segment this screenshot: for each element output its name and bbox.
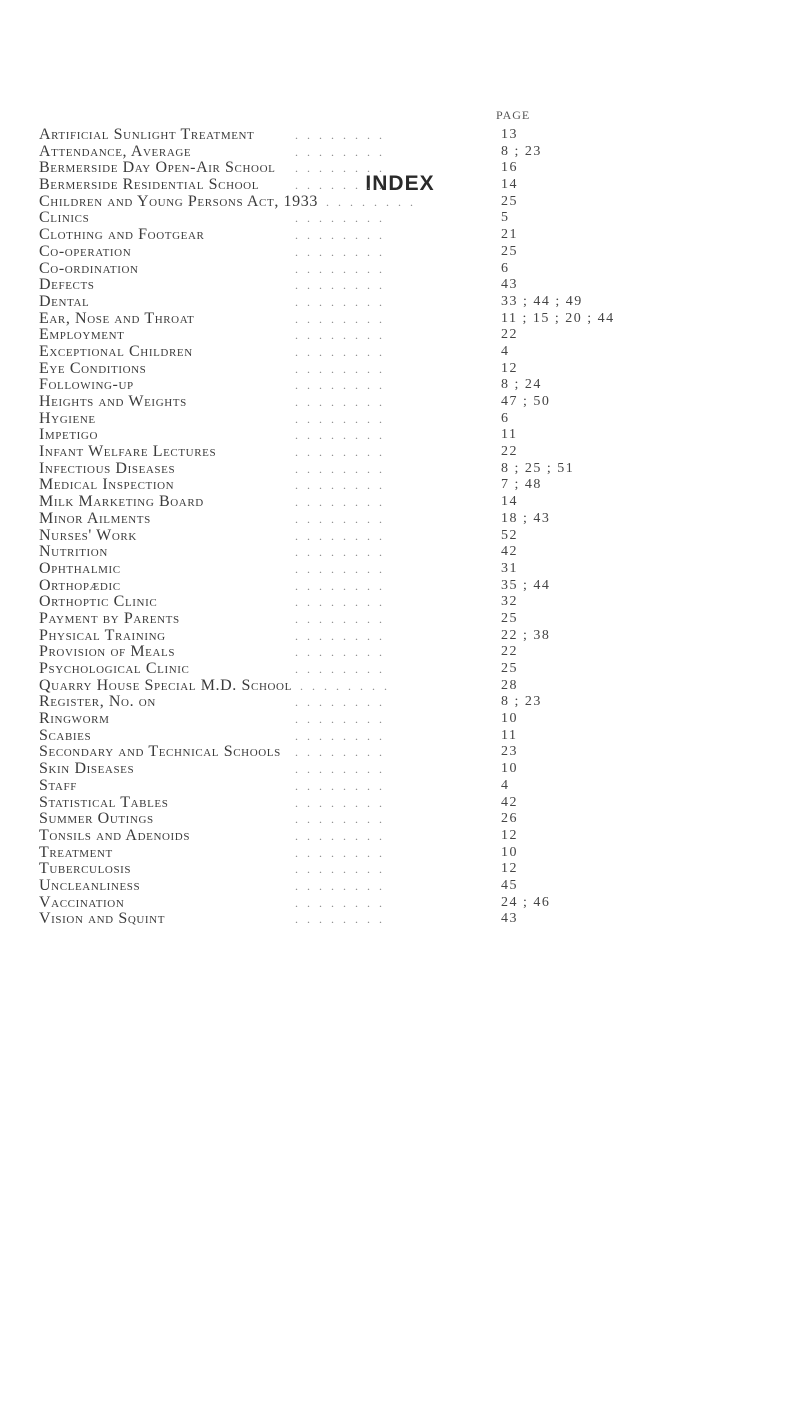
index-entry-pages: 14: [501, 494, 518, 510]
leader-dots: . . . . . . . .: [295, 912, 385, 927]
index-entry: [39, 795, 779, 812]
index-entry: [39, 394, 779, 411]
index-entry-label: Impetigo: [39, 426, 99, 444]
index-entry-pages: 4: [501, 777, 510, 793]
index-entry: [39, 644, 779, 661]
index-entry-pages: 12: [501, 360, 518, 376]
index-entry: [39, 828, 779, 845]
leader-dots: . . . . . . . .: [295, 812, 385, 827]
leader-dots: . . . . . . . .: [295, 144, 385, 159]
index-entry: [39, 127, 779, 144]
index-entry-label: Orthopædic: [39, 576, 121, 594]
leader-dots: . . . . . . . .: [295, 445, 385, 460]
index-entry: [39, 578, 779, 595]
index-entry-label: Infant Welfare Lectures: [39, 443, 217, 461]
index-entry-pages: 10: [501, 761, 518, 777]
index-entry-label: Quarry House Special M.D. School: [39, 676, 292, 694]
leader-dots: . . . . . . . .: [295, 745, 385, 760]
index-entry-pages: 12: [501, 861, 518, 877]
index-entry: [39, 611, 779, 628]
index-entry-label: Milk Marketing Board: [39, 493, 204, 511]
index-entry-pages: 10: [501, 844, 518, 860]
index-entry: [39, 461, 779, 478]
index-entry: [39, 678, 779, 695]
index-entry-pages: 6: [501, 260, 510, 276]
leader-dots: . . . . . . . .: [295, 461, 385, 476]
index-entry-pages: 24 ; 46: [501, 894, 551, 910]
index-entry-pages: 25: [501, 661, 518, 676]
index-entry-label: Dental: [39, 292, 90, 310]
leader-dots: . . . . . . . .: [295, 828, 385, 843]
index-entry: [39, 511, 779, 528]
index-entry-label: Ringworm: [39, 710, 110, 728]
leader-dots: . . . . . . . .: [295, 328, 385, 343]
leader-dots: . . . . . . . .: [295, 511, 385, 526]
leader-dots: . . . . . . . .: [295, 244, 385, 259]
index-entry: [39, 311, 779, 328]
index-entry-pages: 18 ; 43: [501, 510, 551, 526]
index-entry: [39, 711, 779, 728]
leader-dots: . . . . . . . .: [295, 728, 385, 743]
index-entry: [39, 144, 779, 161]
index-entry-pages: 4: [501, 343, 510, 359]
leader-dots: . . . . . . . .: [295, 578, 385, 593]
index-entry: [39, 427, 779, 444]
page-column-header: PAGE: [496, 108, 531, 122]
index-entry: [39, 761, 779, 778]
index-entry-pages: 43: [501, 277, 518, 293]
index-entry: [39, 494, 779, 511]
index-entry: [39, 694, 779, 711]
index-entry: [39, 327, 779, 344]
index-entry-pages: 25: [501, 243, 518, 259]
leader-dots: . . . . . . . .: [295, 228, 385, 243]
leader-dots: . . . . . . . .: [295, 361, 385, 376]
index-entry-label: Co-operation: [39, 242, 132, 260]
index-entry: [39, 411, 779, 428]
index-entry-pages: 47 ; 50: [501, 394, 551, 409]
index-entry-label: Bermerside Residential School: [39, 176, 260, 194]
index-list: [39, 127, 779, 928]
index-entry-pages: 16: [501, 160, 518, 176]
index-entry-label: Eye Conditions: [39, 359, 147, 377]
index-entry: [39, 244, 779, 261]
index-entry-label: Ear, Nose and Throat: [39, 309, 195, 327]
leader-dots: . . . . . . . .: [295, 344, 385, 359]
leader-dots: . . . . . . . .: [295, 595, 385, 610]
index-entry: [39, 778, 779, 795]
index-entry-pages: 42: [501, 544, 518, 560]
index-entry: [39, 344, 779, 361]
leader-dots: . . . . . . . .: [295, 211, 385, 226]
index-entry-label: Medical Inspection: [39, 476, 175, 494]
index-entry-label: Physical Training: [39, 626, 166, 644]
index-entry-pages: 28: [501, 677, 518, 693]
leader-dots: . . . . . . . .: [295, 645, 385, 660]
index-entry-label: Children and Young Persons Act, 1933: [39, 192, 318, 210]
index-entry-label: Attendance, Average: [39, 142, 192, 160]
index-entry-label: Clinics: [39, 209, 90, 227]
leader-dots: . . . . . . . .: [295, 395, 385, 409]
index-entry: [39, 377, 779, 394]
index-entry: [39, 895, 779, 912]
leader-dots: . . . . . . . .: [295, 411, 385, 426]
index-entry-pages: 42: [501, 794, 518, 810]
index-entry-pages: 22: [501, 444, 518, 460]
leader-dots: . . . . . . . .: [326, 194, 416, 209]
index-entry-pages: 11 ; 15 ; 20 ; 44: [501, 310, 615, 326]
index-entry-label: Bermerside Day Open-Air School: [39, 159, 276, 177]
leader-dots: . . . . . . . .: [295, 128, 385, 142]
index-entry-pages: 22: [501, 644, 518, 660]
index-entry: [39, 261, 779, 278]
index-entry: [39, 528, 779, 545]
index-entry-pages: 22 ; 38: [501, 627, 551, 643]
index-entry-label: Tonsils and Adenoids: [39, 826, 191, 844]
index-entry: [39, 477, 779, 494]
index-entry: [39, 728, 779, 745]
index-entry-pages: 5: [501, 210, 510, 226]
index-entry-pages: 8 ; 23: [501, 694, 542, 710]
index-entry-pages: 31: [501, 560, 518, 576]
leader-dots: . . . . . . . .: [295, 561, 385, 576]
leader-dots: . . . . . . . .: [295, 845, 385, 860]
index-entry: [39, 845, 779, 862]
leader-dots: . . . . . . . .: [295, 628, 385, 643]
index-entry: [39, 194, 779, 211]
index-entry-label: Secondary and Technical Schools: [39, 743, 281, 761]
leader-dots: . . . . . . . .: [295, 545, 385, 560]
index-entry-label: Provision of Meals: [39, 643, 176, 661]
index-entry-label: Heights and Weights: [39, 393, 187, 410]
index-entry-pages: 6: [501, 410, 510, 426]
index-entry-pages: 23: [501, 744, 518, 760]
leader-dots: . . . . . . . .: [300, 678, 390, 693]
index-entry-label: Payment by Parents: [39, 609, 180, 627]
leader-dots: . . . . . . . .: [295, 428, 385, 443]
index-entry-pages: 21: [501, 227, 518, 243]
index-entry-label: Co-ordination: [39, 259, 139, 277]
leader-dots: . . . . . . . .: [295, 712, 385, 727]
index-entry-pages: 25: [501, 193, 518, 209]
leader-dots: . . . . . . . .: [295, 528, 385, 543]
index-entry-label: Staff: [39, 776, 77, 794]
index-entry: [39, 444, 779, 461]
index-entry-label: Infectious Diseases: [39, 459, 176, 477]
leader-dots: . . . . . . . .: [295, 294, 385, 309]
leader-dots: . . . . . . . .: [295, 478, 385, 493]
leader-dots: . . . . . . . .: [295, 611, 385, 626]
index-entry: [39, 878, 779, 895]
index-entry-label: Nutrition: [39, 543, 108, 561]
index-entry-pages: 12: [501, 827, 518, 843]
index-entry-label: Nurses' Work: [39, 526, 137, 544]
index-entry: [39, 661, 779, 678]
index-entry: [39, 361, 779, 378]
index-entry-pages: 7 ; 48: [501, 477, 542, 493]
index-entry-pages: 8 ; 24: [501, 377, 542, 393]
index-entry-pages: 26: [501, 811, 518, 827]
index-entry-label: Summer Outings: [39, 810, 154, 828]
leader-dots: . . . . . . . .: [295, 862, 385, 877]
index-entry-label: Skin Diseases: [39, 760, 135, 778]
index-entry-label: Register, No. on: [39, 693, 156, 711]
index-entry: [39, 744, 779, 761]
index-entry: [39, 227, 779, 244]
index-entry: [39, 277, 779, 294]
leader-dots: . . . . . . . .: [295, 695, 385, 710]
index-entry-pages: 32: [501, 594, 518, 610]
index-entry: [39, 177, 779, 194]
index-entry-label: Vaccination: [39, 893, 125, 911]
index-entry-pages: 45: [501, 877, 518, 893]
index-entry-label: Hygiene: [39, 409, 96, 427]
leader-dots: . . . . . . . .: [295, 178, 385, 193]
index-entry-pages: 8 ; 25 ; 51: [501, 460, 575, 476]
leader-dots: . . . . . . . .: [295, 878, 385, 893]
leader-dots: . . . . . . . .: [295, 778, 385, 793]
index-entry-pages: 43: [501, 911, 518, 927]
leader-dots: . . . . . . . .: [295, 261, 385, 276]
index-entry-pages: 52: [501, 527, 518, 543]
index-entry-pages: 25: [501, 610, 518, 626]
page-title: INDEX: [365, 172, 435, 195]
index-entry-label: Uncleanliness: [39, 876, 141, 894]
leader-dots: . . . . . . . .: [295, 378, 385, 393]
index-entry-pages: 11: [501, 727, 518, 743]
leader-dots: . . . . . . . .: [295, 662, 385, 676]
index-entry-pages: 11: [501, 427, 518, 443]
index-entry-label: Exceptional Children: [39, 342, 193, 360]
leader-dots: . . . . . . . .: [295, 762, 385, 777]
index-entry: [39, 160, 779, 177]
index-entry-label: Minor Ailments: [39, 509, 151, 527]
index-entry-label: Artificial Sunlight Treatment: [39, 126, 255, 143]
index-entry-label: Employment: [39, 326, 125, 344]
index-entry: [39, 628, 779, 645]
index-entry-label: Following-up: [39, 376, 134, 394]
leader-dots: . . . . . . . .: [295, 495, 385, 510]
index-entry: [39, 861, 779, 878]
index-entry: [39, 594, 779, 611]
index-entry-label: Statistical Tables: [39, 793, 169, 811]
index-entry-label: Vision and Squint: [39, 910, 166, 928]
leader-dots: . . . . . . . .: [295, 161, 385, 176]
index-entry-label: Treatment: [39, 843, 113, 861]
index-entry-pages: 33 ; 44 ; 49: [501, 293, 583, 309]
index-entry: [39, 911, 779, 928]
index-entry-pages: 35 ; 44: [501, 577, 551, 593]
index-entry-label: Ophthalmic: [39, 559, 121, 577]
index-entry: [39, 210, 779, 227]
index-entry: [39, 561, 779, 578]
leader-dots: . . . . . . . .: [295, 311, 385, 326]
index-entry-label: Psychological Clinic: [39, 660, 190, 677]
index-entry-label: Tuberculosis: [39, 860, 132, 878]
index-entry: [39, 811, 779, 828]
index-entry-pages: 14: [501, 177, 518, 193]
index-entry-label: Defects: [39, 276, 95, 294]
leader-dots: . . . . . . . .: [295, 795, 385, 810]
leader-dots: . . . . . . . .: [295, 895, 385, 910]
index-entry-label: Scabies: [39, 726, 92, 744]
leader-dots: . . . . . . . .: [295, 278, 385, 293]
index-entry-pages: 22: [501, 327, 518, 343]
index-entry-label: Clothing and Footgear: [39, 226, 205, 244]
index-entry-label: Orthoptic Clinic: [39, 593, 158, 611]
index-entry-pages: 8 ; 23: [501, 143, 542, 159]
index-entry-pages: 13: [501, 127, 518, 142]
index-entry: [39, 294, 779, 311]
index-entry: [39, 544, 779, 561]
index-entry-pages: 10: [501, 711, 518, 727]
